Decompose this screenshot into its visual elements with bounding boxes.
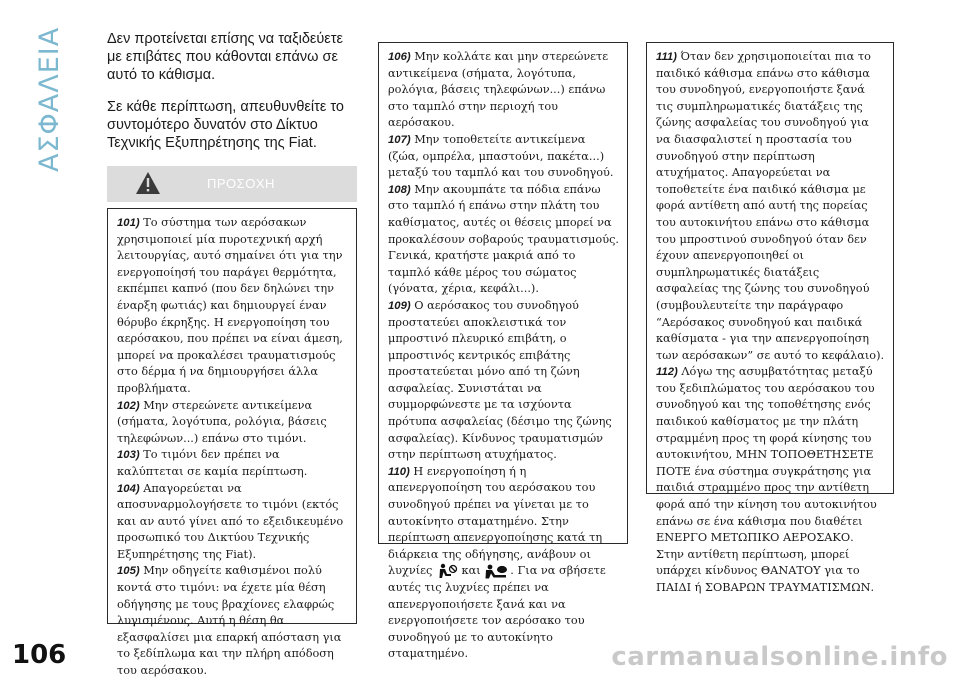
note-101: 101) Το σύστημα των αερόσακων χρησιμοποιεί μία πυροτεχνική αρχή λειτουργίας, αυτό σημαίνει ότι για την ενεργοποίησή του παράγει θερμότητα, εκπέμπει καπνό (που δεν δηλώνει την έναρξη φωτιάς) και δημιουργεί έναν θόρυβο έκρηξης. Η ενεργοποίηση του αερόσακου, που πρέπει να είναι άμεση, μπορεί να προκαλέσει τραυματισμούς στο δέρμα ή να δημιουργήσει άλλα προβλήματα. [117,216,343,395]
page-number: 106 [12,640,67,670]
warning-notes-column-2 [378,42,628,661]
note-109: 109) Ο αερόσακος του συνοδηγού προστατεύει αποκλειστικά τον μπροστινό πλευρικό επιβάτη, ο μπροστινός κεντρικός επιβάτης προστατεύεται μόνο από τη ζώνη ασφαλείας. Συνιστάται να συμμορφώνεστε με τα ισχύοντα πρότυπα ασφαλείας (δέσιμο της ζώνης ασφαλείας). Κίνδυνος τραυματισμών στην περίπτωση ατυχήματος. [388,298,612,462]
warning-notes-column-1 [107,208,357,678]
note-112: 112) Λόγω της ασυμβατότητας μεταξύ του ξεδιπλώματος του αερόσακου του συνοδηγού και της τοποθέτησης ενός παιδικού καθίσματος με την πλάτη στραμμένη προς τη φορά κίνησης του αυτοκινήτου, ΜΗΝ ΤΟΠΟΘΕΤΗΣΕΤΕ ΠΟΤΕ ένα σύστημα συγκράτησης για παιδιά στραμμένο προς την αντίθετη φορά από την κίνηση του αυτοκινήτου επάνω σε ένα κάθισμα που διαθέτει ΕΝΕΡΓΟ ΜΕΤΩΠΙΚΟ ΑΕΡΟΣΑΚΟ. Στην αντίθετη περίπτωση, μπορεί υπάρχει κίνδυνος ΘΑΝΑΤΟΥ για το ΠΑΙΔΙ ή ΣΟΒΑΡΩΝ ΤΡΑΥΜΑΤΙΣΜΩΝ. [656,365,877,594]
note-108: 108) Μην ακουμπάτε τα πόδια επάνω στο ταμπλό ή επάνω στην πλάτη του καθίσματος, αυτές οι θέσεις μπορεί να προκαλέσουν σοβαρούς τραυματισμούς. Γενικά, κρατήστε μακριά από το ταμπλό κάθε μέρος του σώματος (γόνατα, χέρια, κεφάλι...). [388,182,619,296]
warning-triangle-icon [135,171,161,195]
watermark: carmanualsonline.info [611,642,948,672]
note-103: 103) Το τιμόνι δεν πρέπει να καλύπτεται σε καμία περίπτωση. [117,448,308,478]
note-102: 102) Μην στερεώνετε αντικείμενα (σήματα, λογότυπα, ρολόγια, βάσεις τηλεφώνων...) επάνω στο τιμόνι. [117,398,327,445]
note-111: 111) Όταν δεν χρησιμοποιείται πια το παιδικό κάθισμα επάνω στο κάθισμα του συνοδηγού, ενεργοποιήστε ξανά τις συμπληρωματικές διατάξεις της ζώνης ασφαλείας του συνοδηγού για να διασφαλιστεί η προστασία του συνοδηγού στην περίπτωση ατυχήματος. Απαγορεύεται να τοποθετείτε ένα παιδικό κάθισμα με φορά αντίθετη από αυτή της πορείας του αυτοκινήτου επάνω στο κάθισμα του μπροστινού συνοδηγού όταν δεν έχουν απενεργοποιηθεί οι συμπληρωματικές διατάξεις ασφαλείας της ζώνης του συνοδηγού (συμβουλευτείτε την παράγραφο “Αερόσακος συνοδηγού και παιδικά καθίσματα - για την απενεργοποίηση των αερόσακων” σε αυτό το κεφάλαιο). [656,50,885,362]
intro-paragraph-1: Δεν προτείνεται επίσης να ταξιδεύετε με επιβάτες που κάθονται επάνω σε αυτό το κάθισμα. [107,31,343,83]
airbag-warning-icon [484,563,510,579]
section-tab [0,0,74,678]
airbag-off-passenger-warning-icon [436,563,458,579]
note-107: 107) Μην τοποθετείτε αντικείμενα (ζώα, ομπρέλα, μπαστούνι, πακέτα...) μεταξύ του ταμπλό και του συνοδηγού. [388,132,614,180]
intro-text [107,30,352,166]
brand-name: Fiat. [288,135,317,151]
note-110: 110) Η ενεργοποίηση ή η απενεργοποίηση του αερόσακου του συνοδηγού πρέπει να γίνεται με το αυτοκίνητο σταματημένο. Στην περίπτωση απενεργοποίησης κατά τη διάρκεια της οδήγησης, ανάβουν οι λυχνίες και . Για να σβήσετε αυτές τις λυχνίες πρέπει να απενεργοποιήσετε ξανά και να ενεργοποιήσετε τον αερόσακο του συνοδηγού με το αυτοκίνητο σταματημένο. [388,464,606,661]
warning-header [107,166,357,202]
note-105: 105) Μην οδηγείτε καθισμένοι πολύ κοντά στο τιμόνι: να έχετε μία θέση οδήγησης με τους βραχίονες ελαφρώς λυγισμένους. Αυτή η θέση θα εξασφαλίσει μια επαρκή απόσταση για το ξεδίπλωμα και την πλήρη απόδοση του αερόσακου. [117,564,342,678]
warning-title: ΠΡΟΣΟΧΗ [207,176,275,191]
warning-notes-column-3 [646,42,894,594]
note-106: 106) Μην κολλάτε και μην στερεώνετε αντικείμενα (σήματα, λογότυπα, ρολόγια, βάσεις τηλεφώνων...) επάνω στο ταμπλό στην περιοχή του αερόσακου. [388,50,609,130]
intro-paragraph-2: Σε κάθε περίπτωση, απευθυνθείτε το συντομότερο δυνατόν στο Δίκτυο Τεχνικής Εξυπηρέτησης της Fiat. [107,99,344,151]
note-104: 104) Απαγορεύεται να αποσυναρμολογήσετε το τιμόνι (εκτός και αν αυτό γίνει από το εξειδικευμένο προσωπικό του Δικτύου Τεχνικής Εξυπηρέτησης της Fiat). [117,481,344,561]
section-title: ΑΣΦΑΛΕΙΑ [34,26,65,172]
